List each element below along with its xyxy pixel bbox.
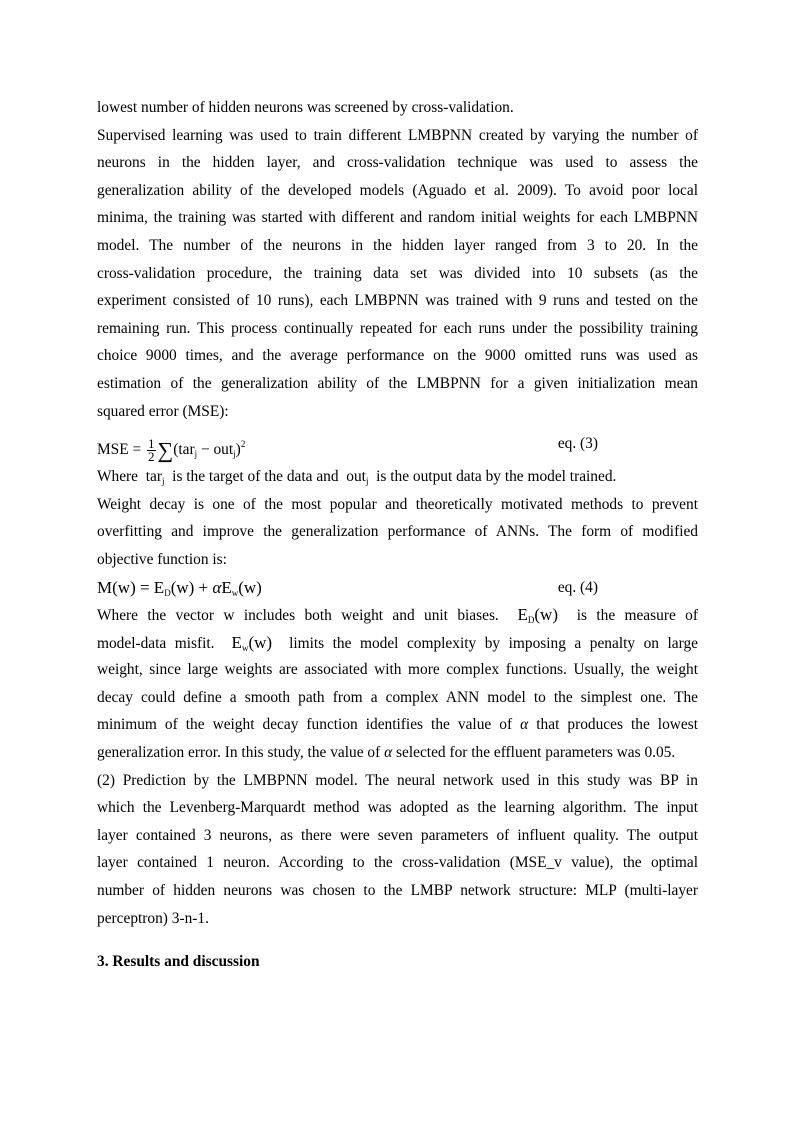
eq4-part: (w) = E	[112, 577, 165, 597]
text-line: layer contained 1 neuron. According to the cross-validation (MSE_v value), the optimal	[97, 854, 698, 872]
eq3-minus-out: − out	[197, 441, 234, 459]
text-line: estimation of the generalization ability of the LMBPNN for a given initialization mean	[97, 374, 698, 392]
eq4-label: eq. (4)	[557, 578, 598, 596]
text-line: squared error (MSE):	[97, 402, 229, 420]
where-text: model-data misfit.	[97, 634, 215, 652]
where-text: Where	[97, 468, 139, 486]
where-text: is the target of the data and	[172, 468, 339, 486]
eq3-power: 2	[240, 439, 246, 450]
text-fragment: that produces the lowest	[536, 716, 698, 734]
eq3-fraction	[147, 438, 156, 463]
tar-sub: j	[161, 476, 165, 487]
text-line: Supervised learning was used to train different LMBPNN created by varying the number of	[97, 126, 698, 144]
ew-arg: (w)	[248, 632, 273, 652]
text-line	[97, 601, 698, 629]
section-heading: 3. Results and discussion	[97, 953, 260, 971]
text-line	[97, 739, 698, 767]
ed-symbol: E	[517, 605, 528, 625]
eq4-part: (w)	[238, 577, 262, 597]
text-line: perceptron) 3-n-1.	[97, 909, 209, 927]
body-text	[97, 94, 698, 976]
text-line: lowest number of hidden neurons was screened by cross-validation.	[97, 99, 514, 116]
eq3-sub-j: j	[233, 449, 236, 460]
tar-symbol: tar	[145, 468, 162, 486]
text-line: decay could define a smooth path from a complex ANN model to the simplest one. The	[97, 688, 698, 706]
text-fragment: minimum of the weight decay function identifies the value of	[97, 716, 513, 734]
eq4-sub-d: D	[164, 587, 171, 598]
text-line	[97, 463, 698, 491]
text-line	[97, 711, 698, 739]
where-text: limits the model complexity by imposing a penalty on large	[289, 634, 698, 652]
ew-symbol: E	[231, 632, 242, 652]
ed-sub: D	[527, 615, 535, 626]
text-fragment: selected for the effluent parameters was 0.05.	[396, 744, 676, 762]
text-line: model. The number of the neurons in the hidden layer ranged from 3 to 20. In the	[97, 236, 698, 254]
ed-arg: (w)	[534, 605, 558, 625]
text-line	[97, 629, 698, 657]
alpha-symbol: α	[384, 744, 393, 762]
eq3-numerator: 1	[148, 436, 155, 452]
eq3-sub-j: j	[194, 449, 198, 460]
text-fragment: generalization error. In this study, the value of	[97, 744, 381, 762]
out-symbol: out	[346, 468, 366, 486]
where-text: is the measure of	[576, 607, 698, 625]
text-line: Weight decay is one of the most popular and theoretically motivated methods to prevent	[97, 495, 698, 513]
alpha-symbol: α	[520, 716, 529, 734]
eq4-e: E	[221, 577, 232, 597]
eq3-lhs: MSE =	[97, 441, 142, 459]
eq4-sub-w: w	[231, 587, 239, 598]
equation-4	[97, 574, 698, 602]
text-line: remaining run. This process continually repeated for each runs under the possibility training	[97, 319, 698, 337]
eq3-denominator: 2	[148, 449, 155, 465]
text-line: number of hidden neurons was chosen to the LMBP network structure: MLP (multi-layer	[97, 882, 698, 900]
text-line: objective function is:	[97, 550, 227, 568]
where-text: Where the vector w includes both weight and unit biases.	[97, 607, 499, 625]
eq3-open: (tar	[173, 441, 195, 459]
text-line: (2) Prediction by the LMBPNN model. The neural network used in this study was BP in	[97, 771, 698, 789]
where-text: is the output data by the model trained.	[376, 468, 617, 486]
text-line: neurons in the hidden layer, and cross-validation technique was used to assess the	[97, 154, 698, 172]
eq4-part: (w) +	[170, 577, 213, 597]
text-line: layer contained 3 neurons, as there were seven parameters of influent quality. The output	[97, 826, 698, 844]
text-line: choice 9000 times, and the average performance on the 9000 omitted runs was used as	[97, 347, 698, 365]
text-line: minima, the training was started with different and random initial weights for each LMBPNN	[97, 209, 698, 227]
equation-3	[97, 425, 698, 463]
alpha-symbol: α	[212, 577, 222, 597]
text-line: overfitting and improve the generalization performance of ANNs. The form of modified	[97, 523, 698, 541]
eq3-close: )	[235, 441, 241, 459]
text-line: weight, since large weights are associated with more complex functions. Usually, the weight	[97, 661, 698, 679]
ew-sub: w	[241, 642, 249, 653]
text-line: generalization ability of the developed models (Aguado et al. 2009). To avoid poor local	[97, 181, 698, 199]
eq4-m: M	[97, 577, 113, 597]
text-line: experiment consisted of 10 runs), each LMBPNN was trained with 9 runs and tested on the	[97, 292, 698, 310]
out-sub: j	[365, 476, 369, 487]
eq3-sum-symbol: ∑	[157, 437, 174, 463]
text-line: which the Levenberg-Marquardt method was adopted as the learning algorithm. The input	[97, 799, 698, 817]
spacer	[97, 932, 698, 940]
text-line: cross-validation procedure, the training data set was divided into 10 subsets (as the	[97, 264, 698, 282]
eq3-label: eq. (3)	[557, 435, 598, 453]
